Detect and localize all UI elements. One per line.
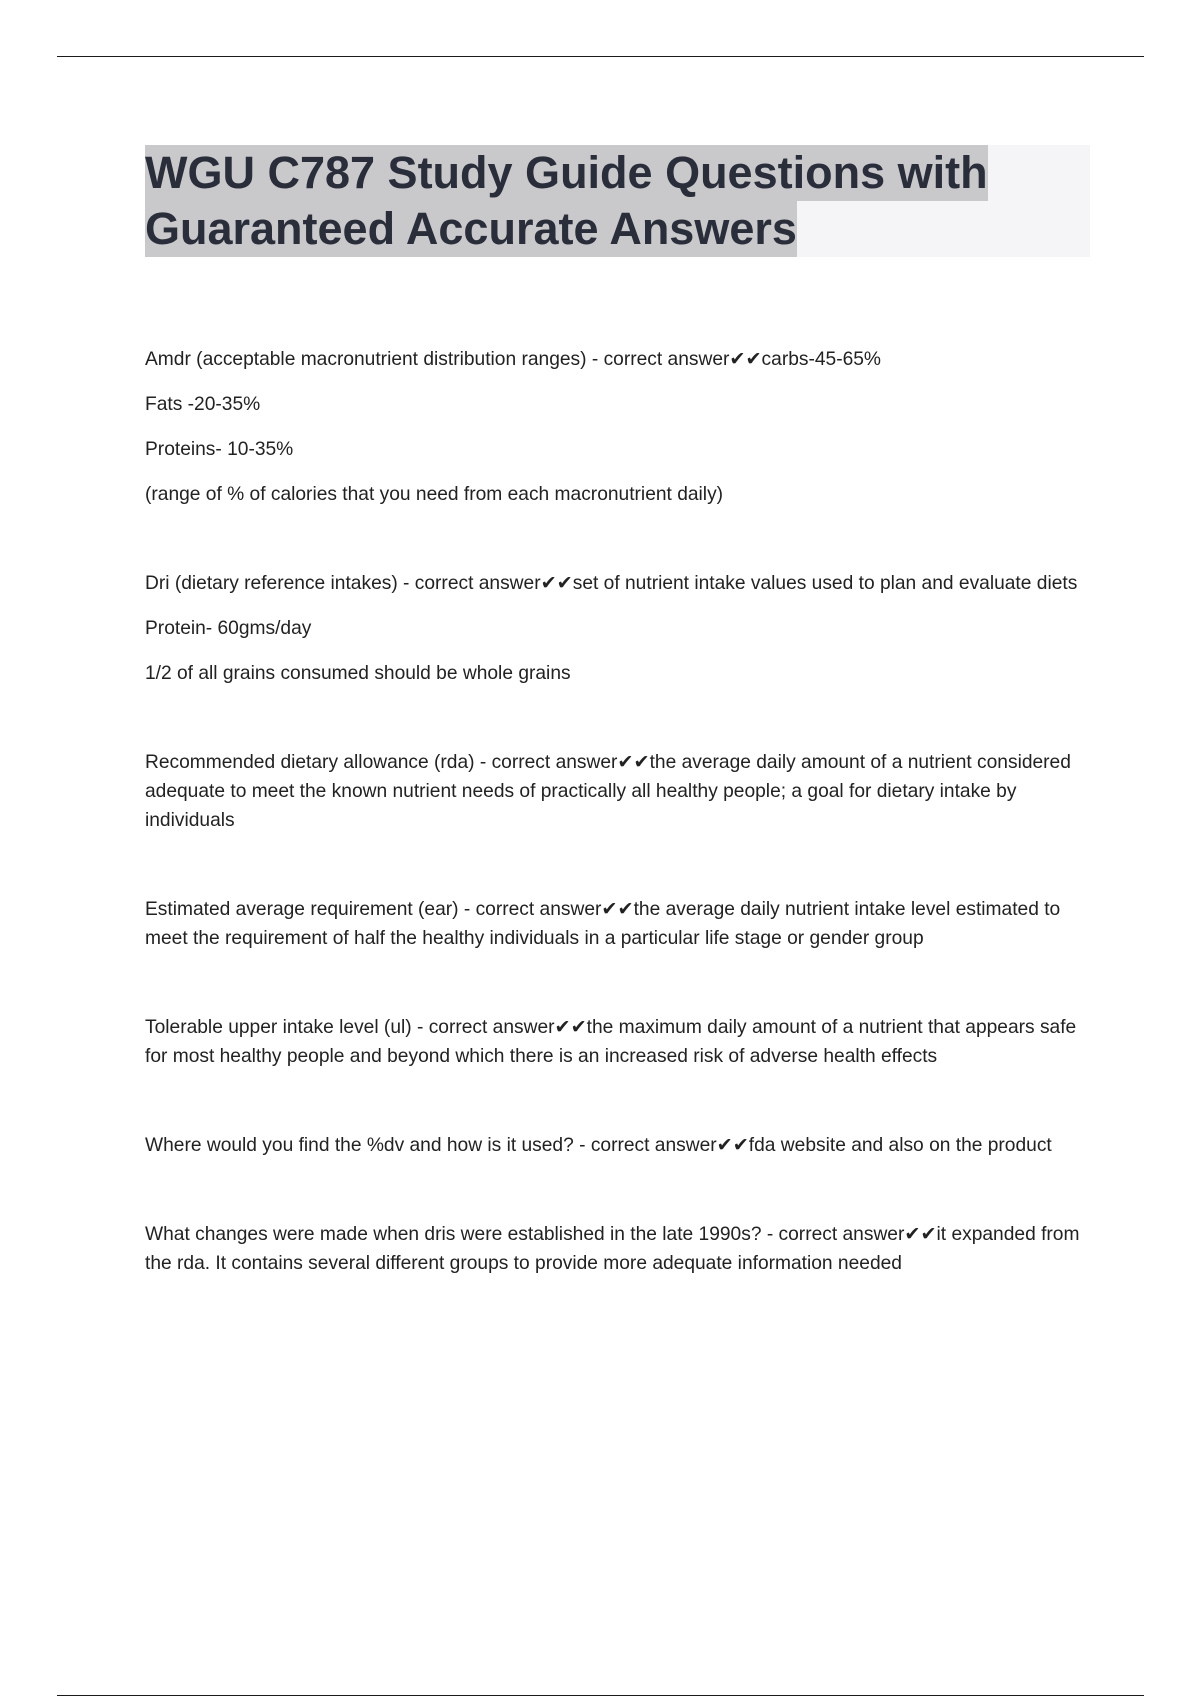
title-line-1: WGU C787 Study Guide Questions with [145, 145, 988, 201]
answer-text: Where would you find the %dv and how is it used? - correct answer✔✔fda website and also on the product [145, 1135, 1052, 1156]
qa-entry-rda [145, 748, 1095, 835]
top-divider [57, 56, 1144, 57]
answer-text: Protein- 60gms/day [145, 618, 312, 639]
bottom-divider [57, 1695, 1144, 1696]
title-line-2: Guaranteed Accurate Answers [145, 201, 797, 257]
answer-text: Dri (dietary reference intakes) - correct answer✔✔set of nutrient intake values used to plan and evaluate diets [145, 573, 1078, 594]
document-title [145, 145, 1090, 257]
answer-text: Amdr (acceptable macronutrient distribution ranges) - correct answer✔✔carbs-45-65% [145, 349, 881, 370]
qa-entry-dv [145, 1131, 1095, 1160]
answer-text: Proteins- 10-35% [145, 439, 294, 460]
answer-text: What changes were made when dris were established in the late 1990s? - correct answer✔✔it expanded from the rda. It contains several different groups to provide more adequate information needed [145, 1224, 1080, 1274]
qa-entry-dri [145, 569, 1095, 688]
answer-text: Tolerable upper intake level (ul) - correct answer✔✔the maximum daily amount of a nutrient that appears safe for most healthy people and beyond which there is an increased risk of adverse health effects [145, 1017, 1077, 1067]
answer-text: Estimated average requirement (ear) - correct answer✔✔the average daily nutrient intake level estimated to meet the requirement of half the healthy individuals in a particular life stage or gender group [145, 899, 1061, 949]
qa-list [145, 345, 1095, 1278]
answer-text: Recommended dietary allowance (rda) - correct answer✔✔the average daily amount of a nutrient considered adequate to meet the known nutrient needs of practically all healthy people; a goal for dietary intake by individuals [145, 752, 1071, 831]
answer-text: (range of % of calories that you need from each macronutrient daily) [145, 484, 724, 505]
qa-entry-ear [145, 895, 1095, 953]
qa-entry-ul [145, 1013, 1095, 1071]
answer-text: 1/2 of all grains consumed should be whole grains [145, 663, 571, 684]
qa-entry-amdr [145, 345, 1095, 509]
qa-entry-dris-1990s [145, 1220, 1095, 1278]
answer-text: Fats -20-35% [145, 394, 261, 415]
